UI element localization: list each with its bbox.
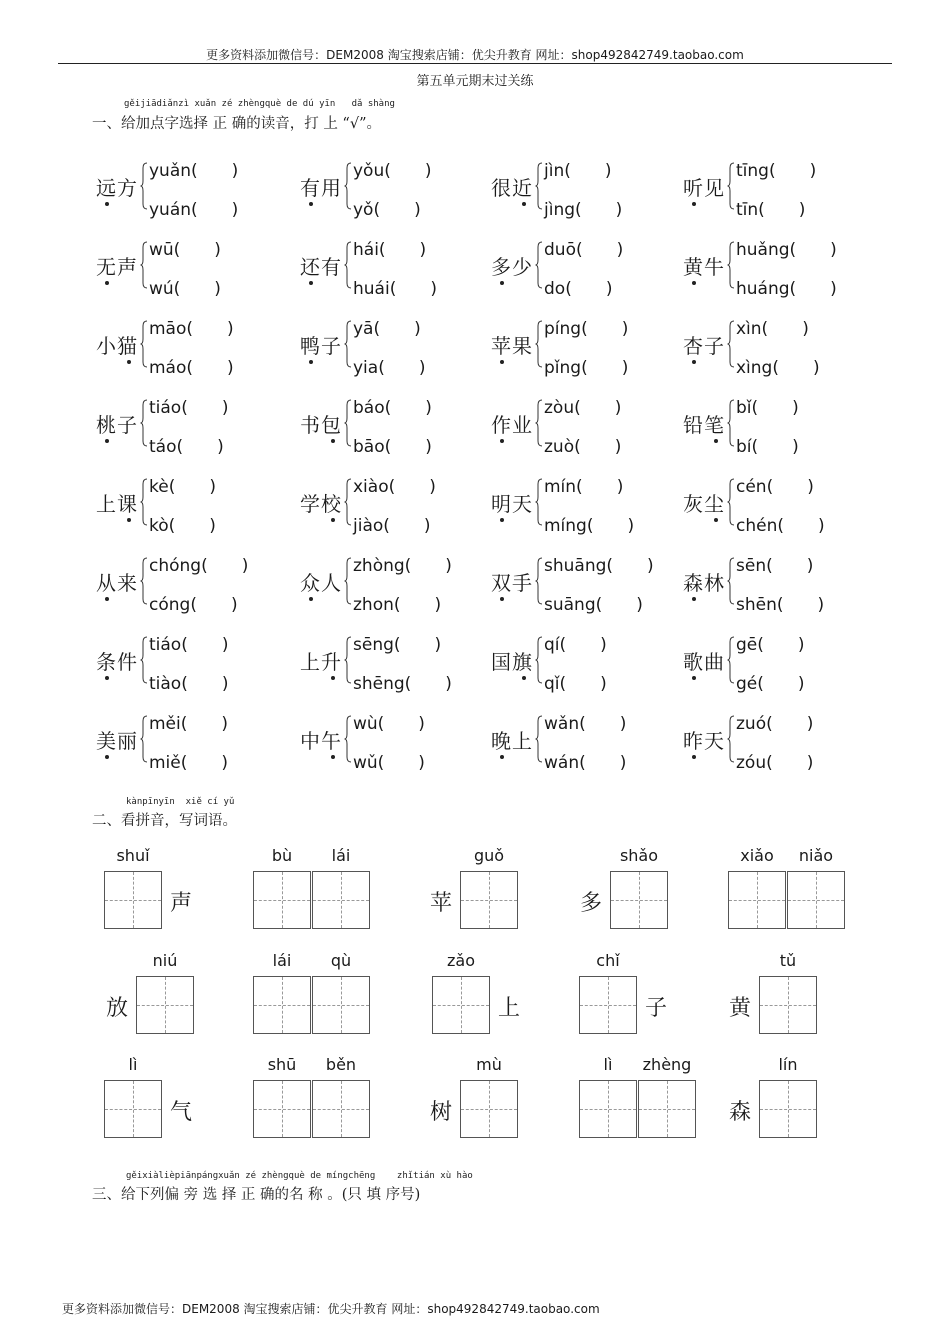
emphasis-dot <box>127 518 131 522</box>
pinyin-option[interactable]: bǐ( ) <box>736 398 799 418</box>
word: 国旗 <box>491 650 533 674</box>
pinyin-label: lì <box>128 1055 138 1074</box>
brace-icon <box>344 636 352 684</box>
emphasis-dot <box>714 439 718 443</box>
writing-box[interactable] <box>312 1080 370 1138</box>
pinyin-option[interactable]: xìng( ) <box>736 358 820 378</box>
emphasis-dot <box>692 360 696 364</box>
pinyin-option[interactable]: qǐ( ) <box>544 674 607 694</box>
word: 听见 <box>683 176 725 200</box>
pinyin-option[interactable]: jìn( ) <box>544 161 612 181</box>
word: 歌曲 <box>683 650 725 674</box>
word: 明天 <box>491 492 533 516</box>
given-character: 放 <box>106 996 129 1021</box>
word: 森林 <box>683 571 725 595</box>
writing-box[interactable] <box>638 1080 696 1138</box>
brace-icon <box>344 715 352 763</box>
word: 上课 <box>96 492 138 516</box>
word: 美丽 <box>96 729 138 753</box>
emphasis-dot <box>309 202 313 206</box>
emphasis-dot <box>127 360 131 364</box>
pinyin-option[interactable]: yuǎn( ) <box>149 161 239 181</box>
writing-box[interactable] <box>104 871 162 929</box>
given-character: 子 <box>645 996 668 1021</box>
pinyin-label: tǔ <box>779 951 797 970</box>
emphasis-dot <box>331 439 335 443</box>
brace-icon <box>535 636 543 684</box>
pinyin-option[interactable]: měi( ) <box>149 714 229 734</box>
pinyin-option[interactable]: sēn( ) <box>736 556 814 576</box>
pinyin-option[interactable]: māo( ) <box>149 319 234 339</box>
pinyin-option[interactable]: jìng( ) <box>544 200 623 220</box>
pinyin-label: běn <box>325 1055 357 1074</box>
emphasis-dot <box>714 518 718 522</box>
pinyin-option[interactable]: wù( ) <box>353 714 425 734</box>
word: 有用 <box>300 176 342 200</box>
brace-icon <box>344 241 352 289</box>
pinyin-option[interactable]: xìn( ) <box>736 319 809 339</box>
brace-icon <box>140 478 148 526</box>
writing-box[interactable] <box>610 871 668 929</box>
emphasis-dot <box>105 597 109 601</box>
brace-icon <box>727 320 735 368</box>
header-divider <box>58 63 892 64</box>
writing-box[interactable] <box>460 1080 518 1138</box>
brace-icon <box>344 557 352 605</box>
pinyin-option[interactable]: wū( ) <box>149 240 221 260</box>
emphasis-dot <box>309 281 313 285</box>
pinyin-option[interactable]: qí( ) <box>544 635 607 655</box>
brace-icon <box>727 241 735 289</box>
writing-box[interactable] <box>253 1080 311 1138</box>
emphasis-dot <box>500 281 504 285</box>
brace-icon <box>344 320 352 368</box>
emphasis-dot <box>331 518 335 522</box>
pinyin-option[interactable]: shuāng( ) <box>544 556 654 576</box>
section2-title: 二、看拼音，写词语。 <box>92 813 237 829</box>
word: 从来 <box>96 571 138 595</box>
pinyin-option[interactable]: táo( ) <box>149 437 224 457</box>
pinyin-option[interactable]: wǎn( ) <box>544 714 627 734</box>
section2-pinyin: kànpīnyīn xiě cí yǔ <box>126 797 235 807</box>
page-title: 第五单元期末过关练 <box>416 74 534 89</box>
brace-icon <box>344 162 352 210</box>
word: 很近 <box>491 176 533 200</box>
pinyin-option[interactable]: píng( ) <box>544 319 629 339</box>
pinyin-option[interactable]: kò( ) <box>149 516 216 536</box>
pinyin-label: zhèng <box>642 1055 692 1074</box>
pinyin-option[interactable]: mín( ) <box>544 477 624 497</box>
section1-pinyin: gěijiādiǎnzì xuǎn zé zhèngquè de dú yīn dǎ shàng <box>124 99 395 109</box>
emphasis-dot <box>331 755 335 759</box>
given-character: 气 <box>170 1100 193 1125</box>
emphasis-dot <box>500 518 504 522</box>
pinyin-label: lín <box>778 1055 798 1074</box>
word: 苹果 <box>491 334 533 358</box>
emphasis-dot <box>500 597 504 601</box>
brace-icon <box>535 715 543 763</box>
pinyin-option[interactable]: chóng( ) <box>149 556 249 576</box>
word: 小猫 <box>96 334 138 358</box>
pinyin-option[interactable]: hái( ) <box>353 240 427 260</box>
emphasis-dot <box>692 202 696 206</box>
pinyin-option[interactable]: cóng( ) <box>149 595 238 615</box>
pinyin-option[interactable]: yia( ) <box>353 358 426 378</box>
given-character: 多 <box>580 891 603 916</box>
writing-box[interactable] <box>432 976 490 1034</box>
pinyin-label: niú <box>152 951 178 970</box>
pinyin-option[interactable]: míng( ) <box>544 516 635 536</box>
pinyin-option[interactable]: miě( ) <box>149 753 229 773</box>
pinyin-option[interactable]: shēng( ) <box>353 674 452 694</box>
section3-title: 三、给下列偏 旁 选 择 正 确的名 称 。(只 填 序号) <box>92 1187 421 1203</box>
brace-icon <box>140 241 148 289</box>
writing-box[interactable] <box>312 976 370 1034</box>
pinyin-option[interactable]: tīn( ) <box>736 200 806 220</box>
pinyin-option[interactable]: yǒu( ) <box>353 161 432 181</box>
brace-icon <box>727 557 735 605</box>
brace-icon <box>727 636 735 684</box>
writing-box[interactable] <box>579 1080 637 1138</box>
brace-icon <box>344 478 352 526</box>
writing-box[interactable] <box>104 1080 162 1138</box>
pinyin-label: mù <box>476 1055 502 1074</box>
pinyin-option[interactable]: chén( ) <box>736 516 825 536</box>
brace-icon <box>535 320 543 368</box>
brace-icon <box>344 399 352 447</box>
pinyin-option[interactable]: jiào( ) <box>353 516 431 536</box>
section1-title: 一、给加点字选择 正 确的读音，打 上 “√”。 <box>92 116 382 132</box>
pinyin-option[interactable]: bí( ) <box>736 437 799 457</box>
brace-icon <box>140 320 148 368</box>
brace-icon <box>140 557 148 605</box>
pinyin-label: niǎo <box>798 846 834 865</box>
emphasis-dot <box>500 755 504 759</box>
pinyin-label: lái <box>272 951 292 970</box>
given-character: 树 <box>430 1100 453 1125</box>
given-character: 黄 <box>729 996 752 1021</box>
pinyin-option[interactable]: zóu( ) <box>736 753 814 773</box>
pinyin-option[interactable]: tīng( ) <box>736 161 817 181</box>
word: 多少 <box>491 255 533 279</box>
pinyin-option[interactable]: wǔ( ) <box>353 753 425 773</box>
word: 双手 <box>491 571 533 595</box>
pinyin-option[interactable]: báo( ) <box>353 398 432 418</box>
pinyin-option[interactable]: zhon( ) <box>353 595 442 615</box>
page-footer: 更多资料添加微信号：DEM2008 淘宝搜索店铺：优尖升教育 网址：shop492842749.taobao.com <box>62 1302 600 1316</box>
pinyin-option[interactable]: zòu( ) <box>544 398 622 418</box>
emphasis-dot <box>692 597 696 601</box>
pinyin-option[interactable]: duō( ) <box>544 240 624 260</box>
brace-icon <box>727 715 735 763</box>
word: 学校 <box>300 492 342 516</box>
pinyin-option[interactable]: kè( ) <box>149 477 216 497</box>
brace-icon <box>727 478 735 526</box>
pinyin-option[interactable]: zhòng( ) <box>353 556 452 576</box>
given-character: 苹 <box>430 891 453 916</box>
word: 作业 <box>491 413 533 437</box>
word: 远方 <box>96 176 138 200</box>
writing-box[interactable] <box>728 871 786 929</box>
pinyin-option[interactable]: gē( ) <box>736 635 805 655</box>
given-character: 森 <box>729 1100 752 1125</box>
pinyin-label: guǒ <box>473 846 505 865</box>
emphasis-dot <box>522 202 526 206</box>
emphasis-dot <box>522 676 526 680</box>
pinyin-option[interactable]: tiào( ) <box>149 674 229 694</box>
emphasis-dot <box>105 755 109 759</box>
word: 无声 <box>96 255 138 279</box>
brace-icon <box>535 557 543 605</box>
writing-box[interactable] <box>787 871 845 929</box>
pinyin-label: zǎo <box>447 951 475 970</box>
word: 黄牛 <box>683 255 725 279</box>
emphasis-dot <box>105 281 109 285</box>
page-header: 更多资料添加微信号：DEM2008 淘宝搜索店铺：优尖升教育 网址：shop492842749.taobao.com <box>206 48 744 62</box>
section3-pinyin: gěixiàlièpiānpángxuǎn zé zhèngquè de míngchēng zhǐtián xù hào <box>126 1171 473 1181</box>
brace-icon <box>535 241 543 289</box>
pinyin-label: chǐ <box>596 951 620 970</box>
pinyin-option[interactable]: cén( ) <box>736 477 814 497</box>
pinyin-option[interactable]: sēng( ) <box>353 635 442 655</box>
given-character: 上 <box>498 996 521 1021</box>
emphasis-dot <box>105 439 109 443</box>
pinyin-label: shǎo <box>619 846 659 865</box>
pinyin-option[interactable]: shēn( ) <box>736 595 825 615</box>
writing-box[interactable] <box>579 976 637 1034</box>
pinyin-option[interactable]: yǒ( ) <box>353 200 421 220</box>
brace-icon <box>140 162 148 210</box>
pinyin-option[interactable]: wú( ) <box>149 279 221 299</box>
writing-box[interactable] <box>759 1080 817 1138</box>
pinyin-option[interactable]: huái( ) <box>353 279 437 299</box>
word: 上升 <box>300 650 342 674</box>
emphasis-dot <box>692 281 696 285</box>
word: 铅笔 <box>683 413 725 437</box>
emphasis-dot <box>105 676 109 680</box>
brace-icon <box>140 399 148 447</box>
brace-icon <box>727 399 735 447</box>
word: 还有 <box>300 255 342 279</box>
emphasis-dot <box>692 676 696 680</box>
emphasis-dot <box>692 755 696 759</box>
pinyin-label: lì <box>603 1055 613 1074</box>
brace-icon <box>140 636 148 684</box>
pinyin-option[interactable]: suāng( ) <box>544 595 643 615</box>
brace-icon <box>727 162 735 210</box>
word: 书包 <box>300 413 342 437</box>
pinyin-label: bù <box>271 846 293 865</box>
word: 杏子 <box>683 334 725 358</box>
pinyin-option[interactable]: bāo( ) <box>353 437 432 457</box>
emphasis-dot <box>331 676 335 680</box>
pinyin-option[interactable]: huǎng( ) <box>736 240 837 260</box>
writing-box[interactable] <box>460 871 518 929</box>
pinyin-option[interactable]: tiáo( ) <box>149 635 229 655</box>
pinyin-option[interactable]: zuò( ) <box>544 437 622 457</box>
emphasis-dot <box>500 360 504 364</box>
writing-box[interactable] <box>759 976 817 1034</box>
word: 昨天 <box>683 729 725 753</box>
pinyin-option[interactable]: pǐng( ) <box>544 358 629 378</box>
brace-icon <box>140 715 148 763</box>
given-character: 声 <box>170 891 193 916</box>
writing-box[interactable] <box>312 871 370 929</box>
pinyin-label: lái <box>331 846 351 865</box>
word: 众人 <box>300 571 342 595</box>
emphasis-dot <box>309 597 313 601</box>
brace-icon <box>535 399 543 447</box>
writing-box[interactable] <box>253 871 311 929</box>
word: 中午 <box>300 729 342 753</box>
brace-icon <box>535 162 543 210</box>
pinyin-option[interactable]: do( ) <box>544 279 613 299</box>
word: 晚上 <box>491 729 533 753</box>
emphasis-dot <box>309 360 313 364</box>
emphasis-dot <box>105 202 109 206</box>
word: 鸭子 <box>300 334 342 358</box>
pinyin-option[interactable]: xiào( ) <box>353 477 436 497</box>
writing-box[interactable] <box>136 976 194 1034</box>
pinyin-option[interactable]: máo( ) <box>149 358 234 378</box>
pinyin-option[interactable]: huáng( ) <box>736 279 837 299</box>
word: 桃子 <box>96 413 138 437</box>
pinyin-option[interactable]: zuó( ) <box>736 714 814 734</box>
pinyin-label: xiǎo <box>740 846 774 865</box>
emphasis-dot <box>500 439 504 443</box>
word: 灰尘 <box>683 492 725 516</box>
pinyin-option[interactable]: wán( ) <box>544 753 627 773</box>
pinyin-label: qù <box>330 951 352 970</box>
pinyin-option[interactable]: yā( ) <box>353 319 421 339</box>
word: 条件 <box>96 650 138 674</box>
writing-box[interactable] <box>253 976 311 1034</box>
pinyin-label: shuǐ <box>116 846 150 865</box>
pinyin-option[interactable]: yuán( ) <box>149 200 239 220</box>
brace-icon <box>535 478 543 526</box>
pinyin-label: shū <box>267 1055 297 1074</box>
pinyin-option[interactable]: gé( ) <box>736 674 805 694</box>
pinyin-option[interactable]: tiáo( ) <box>149 398 229 418</box>
